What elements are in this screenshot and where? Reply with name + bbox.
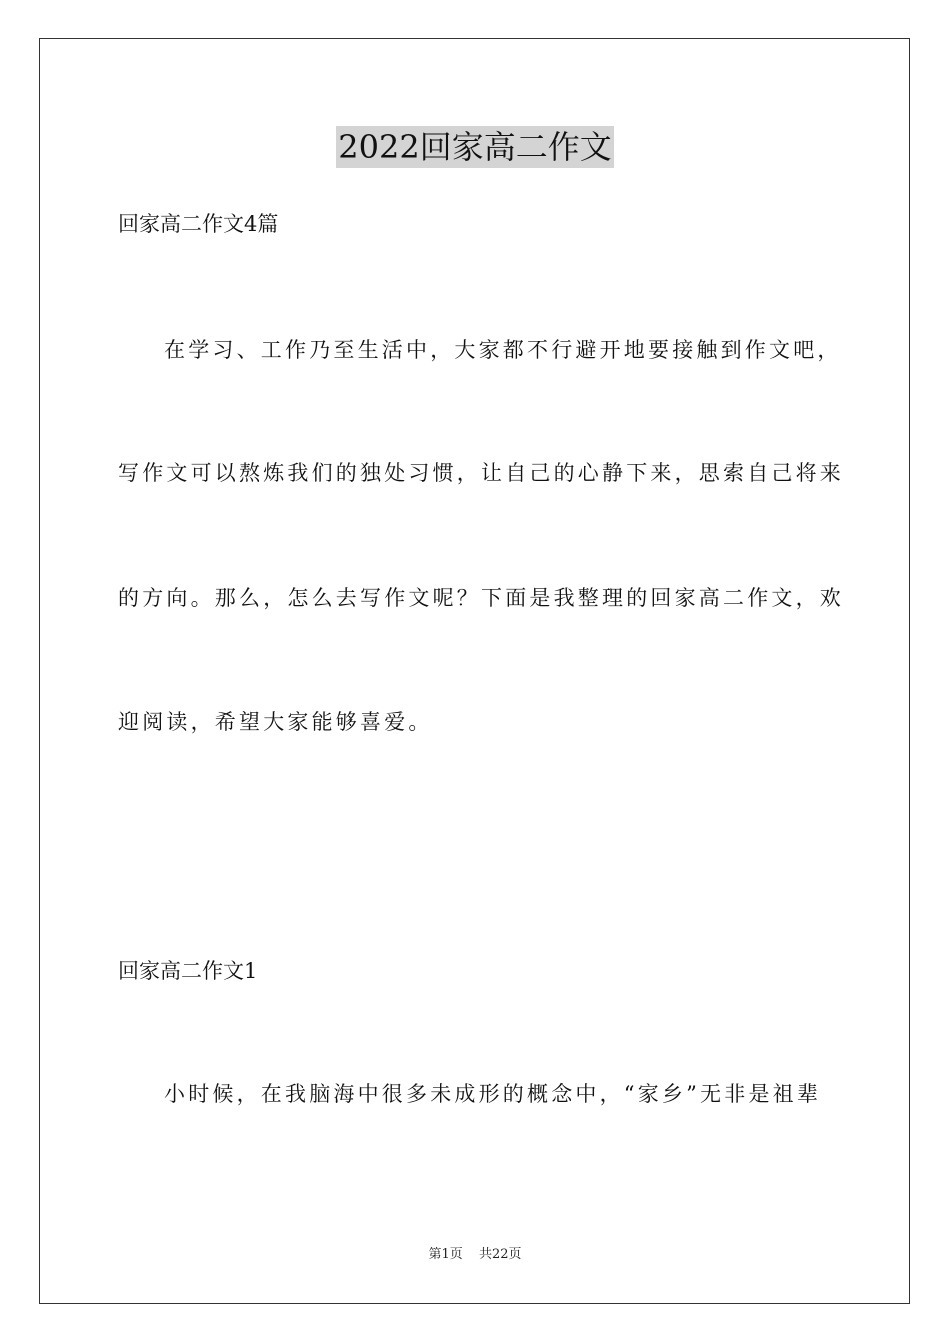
document-title: 2022回家高二作文 bbox=[338, 128, 612, 166]
page-number: 第1页 bbox=[428, 1247, 463, 1262]
intro-line-3: 的方向。那么，怎么去写作文呢？下面是我整理的回家高二作文，欢 bbox=[118, 586, 844, 610]
page-total: 共22页 bbox=[478, 1247, 522, 1262]
page-footer bbox=[0, 1246, 950, 1264]
intro-line-2: 写作文可以熬炼我们的独处习惯，让自己的心静下来，思索自己将来 bbox=[118, 461, 844, 485]
section-line-1: 小时候，在我脑海中很多未成形的概念中，“家乡”无非是祖辈 bbox=[164, 1082, 822, 1106]
section-heading: 回家高二作文1 bbox=[118, 959, 258, 983]
intro-line-4: 迎阅读，希望大家能够喜爱。 bbox=[118, 710, 433, 734]
title-container bbox=[0, 126, 950, 168]
document-subtitle: 回家高二作文4篇 bbox=[118, 212, 279, 236]
intro-line-1: 在学习、工作乃至生活中，大家都不行避开地要接触到作文吧， bbox=[164, 338, 842, 362]
